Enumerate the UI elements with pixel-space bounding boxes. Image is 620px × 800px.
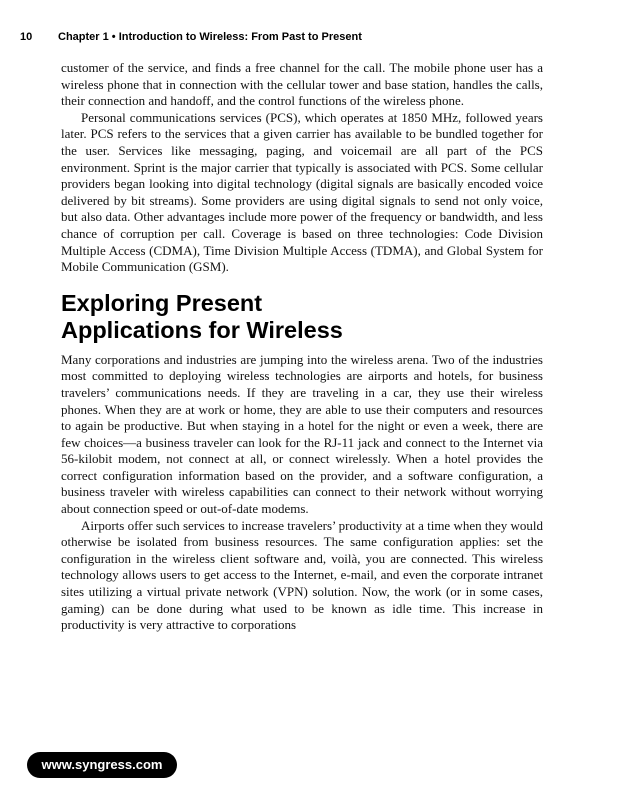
section-heading-line-1: Exploring Present <box>61 289 263 316</box>
section-heading-line-2: Applications for Wireless <box>61 316 343 343</box>
body-paragraph: customer of the service, and finds a free channel for the call. The mobile phone user has a wireless phone that in connection with the cellular tower and base station, handles the calls, their connection and handoff, and the control functions of the wireless phone. <box>61 60 543 109</box>
footer-url-badge: www.syngress.com <box>27 752 177 778</box>
body-paragraph: Personal communications services (PCS), which operates at 1850 MHz, followed years later. PCS refers to the services that a given carrier has available to be bundled together for the user. Services like messaging, paging, and voicemail are all part of the PCS environment. Sprint is the major carrier that typically is associated with PCS. Some cellular providers began looking into digital technology (digital signals are basically encoded voice delivered by bit streams). Some providers are using digital signals to send not only voice, but also data. Other advantages include more power of the frequency or bandwidth, and less chance of corruption per call. Coverage is based on three technologies: Code Division Multiple Access (CDMA), Time Division Multiple Access (TDMA), and Global System for Mobile Communication (GSM). <box>61 109 543 275</box>
section-heading <box>61 290 543 344</box>
page-body <box>61 60 543 634</box>
body-paragraph: Airports offer such services to increase travelers’ productivity at a time when they would otherwise be isolated from business resources. The same configuration applies: set the configuration in the wireless client software and, voilà, you are connected. This wireless technology allows users to get access to the Internet, e-mail, and even the corporate intranet sites utilizing a virtual private network (VPN) solution. Now, the work (or in some cases, gaming) can be done during what used to be known as idle time. This increase in productivity is very attractive to corporations <box>61 517 543 633</box>
chapter-title: Chapter 1 • Introduction to Wireless: From Past to Present <box>58 31 362 43</box>
page-number: 10 <box>20 31 33 43</box>
running-header <box>20 31 580 43</box>
body-paragraph: Many corporations and industries are jumping into the wireless arena. Two of the industries most committed to deploying wireless technologies are airports and hotels, for business travelers’ communications needs. If they are traveling in a car, they use their wireless phones. When they are at work or home, they are able to use their computers and resources to again be productive. But when staying in a hotel for the night or even a week, there are few choices—a business traveler can look for the RJ-11 jack and connect to the Internet via 56-kilobit modem, not connect at all, or connect wirelessly. When a hotel provides the correct configuration information based on the provider, and a software configuration, a business traveler with wireless capabilities can connect to their network without worrying about connection speed or out-of-date modems. <box>61 351 543 517</box>
